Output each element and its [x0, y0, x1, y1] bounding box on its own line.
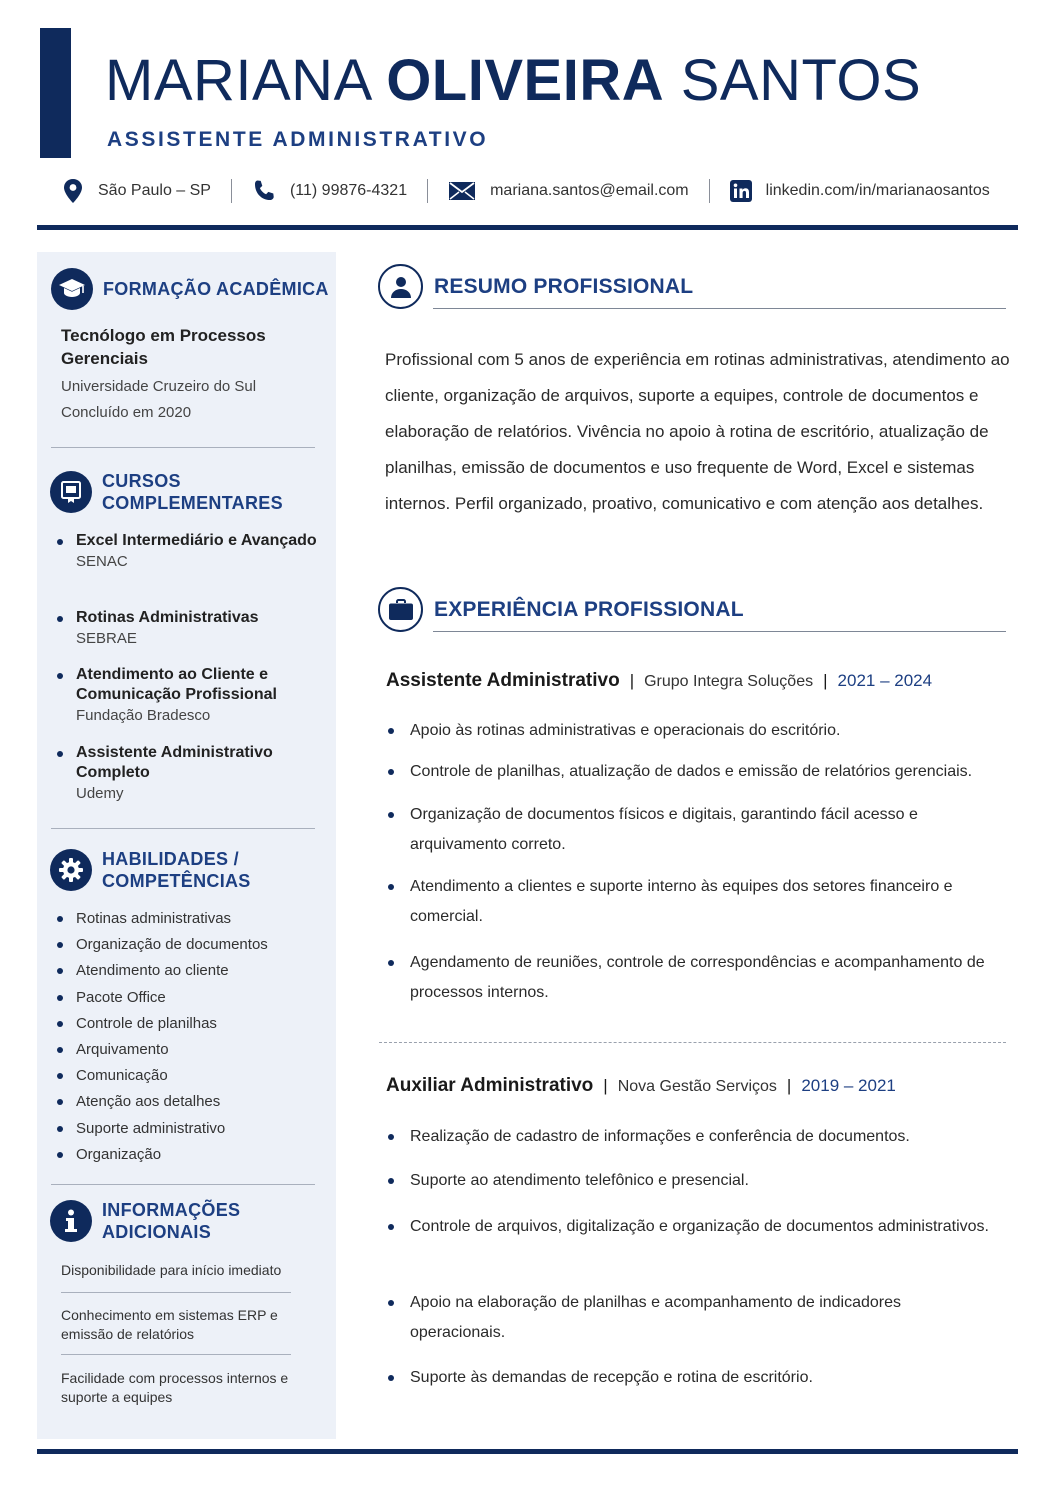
- envelope-icon: [448, 181, 476, 201]
- candidate-name: [105, 48, 922, 113]
- contact-separator: [231, 179, 232, 203]
- job-bullet: Suporte ao atendimento telefônico e presencial.: [386, 1166, 996, 1196]
- additional-divider: [61, 1292, 291, 1293]
- certificate-icon: [50, 471, 92, 513]
- job-separator: |: [823, 671, 828, 690]
- job-header: [386, 1075, 896, 1097]
- job-bullet: Apoio às rotinas administrativas e operacionais do escritório.: [386, 716, 996, 746]
- job-bullet: Realização de cadastro de informações e conferência de documentos.: [386, 1122, 996, 1152]
- education-institution: Universidade Cruzeiro do Sul: [61, 378, 257, 395]
- skill-item: Organização: [57, 1144, 268, 1170]
- experience-heading: [378, 587, 744, 632]
- experience-title: EXPERIÊNCIA PROFISSIONAL: [434, 597, 744, 621]
- course-provider: Fundação Bradesco: [76, 707, 211, 724]
- courses-title: [102, 470, 283, 514]
- course-provider: SENAC: [76, 553, 128, 570]
- skill-item: Organização de documentos: [57, 934, 268, 960]
- sidebar-divider: [51, 828, 315, 829]
- skill-item: Arquivamento: [57, 1039, 268, 1065]
- contact-phone: [252, 179, 407, 203]
- job-bullet: Controle de arquivos, digitalização e organização de documentos administrativos.: [386, 1212, 996, 1242]
- job-bullet: Organização de documentos físicos e digitais, garantindo fácil acesso e arquivamento correto.: [386, 800, 996, 860]
- job-separator: |: [629, 671, 635, 690]
- job-title: ASSISTENTE ADMINISTRATIVO: [107, 128, 489, 151]
- skills-title: [102, 848, 251, 892]
- sidebar: [37, 252, 336, 1439]
- skill-item: Pacote Office: [57, 987, 268, 1013]
- summary-title: RESUMO PROFISSIONAL: [434, 274, 694, 298]
- contact-separator: [427, 179, 428, 203]
- name-first: MARIANA: [105, 48, 370, 113]
- info-icon: [50, 1200, 92, 1242]
- additional-title-line1: INFORMAÇÕES: [102, 1200, 241, 1220]
- job-bullet: Suporte às demandas de recepção e rotina de escritório.: [386, 1363, 996, 1393]
- skills-heading: [50, 848, 251, 892]
- email-link[interactable]: mariana.santos@email.com: [490, 182, 689, 199]
- summary-underline: [433, 308, 1006, 309]
- additional-title: [102, 1199, 240, 1243]
- skills-title-line1: HABILIDADES /: [102, 849, 239, 869]
- course-title: Assistente Administrativo Completo: [57, 743, 317, 783]
- course-title: Rotinas Administrativas: [57, 608, 317, 628]
- job-bullet: Agendamento de reuniões, controle de correspondências e acompanhamento de processos internos.: [386, 948, 996, 1008]
- additional-title-line2: ADICIONAIS: [102, 1222, 212, 1242]
- education-heading: [51, 268, 329, 310]
- location-text: São Paulo – SP: [98, 182, 211, 199]
- education-degree: Tecnólogo em Processos Gerenciais: [61, 326, 266, 368]
- linkedin-link[interactable]: linkedin.com/in/marianaosantos: [765, 182, 990, 199]
- skills-title-line2: COMPETÊNCIAS: [102, 871, 251, 891]
- job-separator: |: [786, 1076, 792, 1095]
- gear-icon: [50, 849, 92, 891]
- summary-heading: [378, 264, 693, 309]
- job-role: Assistente Administrativo: [386, 670, 620, 691]
- contact-bar: [62, 176, 1022, 206]
- course-title: Atendimento ao Cliente e Comunicação Profissional: [57, 665, 317, 705]
- job-header: [386, 670, 932, 692]
- additional-divider: [61, 1354, 291, 1355]
- course-title: Excel Intermediário e Avançado: [57, 531, 317, 551]
- footer-divider: [37, 1449, 1018, 1454]
- job-period: 2019 – 2021: [801, 1076, 896, 1095]
- sidebar-divider: [51, 1184, 315, 1185]
- job-bullet: Apoio na elaboração de planilhas e acompanhamento de indicadores operacionais.: [386, 1288, 996, 1348]
- course-provider: Udemy: [76, 785, 124, 802]
- contact-linkedin[interactable]: [730, 180, 990, 202]
- location-pin-icon: [62, 178, 84, 204]
- skill-item: Suporte administrativo: [57, 1118, 268, 1144]
- additional-heading: [50, 1199, 240, 1243]
- skill-item: Atenção aos detalhes: [57, 1091, 268, 1117]
- briefcase-icon: [378, 587, 423, 632]
- experience-underline: [433, 631, 1006, 632]
- linkedin-icon: [730, 180, 752, 202]
- skill-item: Comunicação: [57, 1065, 268, 1091]
- courses-title-line2: COMPLEMENTARES: [102, 493, 283, 513]
- sidebar-divider: [51, 447, 315, 448]
- skills-list: [57, 908, 268, 1170]
- additional-info-item: Facilidade com processos internos e suporte a equipes: [61, 1370, 289, 1405]
- name-last: SANTOS: [680, 48, 922, 113]
- course-item: [57, 531, 317, 573]
- phone-icon: [252, 179, 276, 203]
- course-provider: SEBRAE: [76, 630, 137, 647]
- course-item: [57, 665, 317, 727]
- job-separator: |: [603, 1076, 608, 1095]
- course-item: [57, 743, 317, 805]
- job-company: Grupo Integra Soluções: [644, 673, 814, 690]
- contact-location: [62, 178, 211, 204]
- job-company: Nova Gestão Serviços: [617, 1078, 777, 1095]
- courses-title-line1: CURSOS: [102, 471, 181, 491]
- job-period: 2021 – 2024: [837, 671, 933, 690]
- name-middle: OLIVEIRA: [386, 48, 665, 113]
- contact-separator: [709, 179, 710, 203]
- job-bullet: Atendimento a clientes e suporte interno às equipes dos setores financeiro e comercial.: [386, 872, 996, 932]
- courses-heading: [50, 470, 283, 514]
- person-icon: [378, 264, 423, 309]
- header-accent-bar: [40, 28, 71, 158]
- graduation-cap-icon: [51, 268, 93, 310]
- contact-email[interactable]: [448, 181, 689, 201]
- phone-text: (11) 99876-4321: [289, 182, 408, 199]
- education-completed: Concluído em 2020: [61, 404, 192, 421]
- summary-text: Profissional com 5 anos de experiência em rotinas administrativas, atendimento ao cliente, organização de arquivos, suporte a equipes, controle de documentos e elaboração de relatórios. Vivência no apoio à rotina de escritório, atualização de planilhas, emissão de documentos e uso frequente de Word, Excel e sistemas internos. Perfil organizado, proativo, comunicativo e com atenção aos detalhes.: [385, 350, 1010, 513]
- job-divider: [379, 1042, 1006, 1043]
- additional-info-item: Disponibilidade para início imediato: [61, 1262, 282, 1278]
- skill-item: Controle de planilhas: [57, 1013, 268, 1039]
- education-title: FORMAÇÃO ACADÊMICA: [103, 279, 329, 299]
- course-item: [57, 608, 317, 650]
- additional-info-item: Conhecimento em sistemas ERP e emissão de relatórios: [61, 1307, 278, 1342]
- job-role: Auxiliar Administrativo: [386, 1075, 594, 1096]
- skill-item: Atendimento ao cliente: [57, 960, 268, 986]
- header-divider: [37, 225, 1018, 230]
- skill-item: Rotinas administrativas: [57, 908, 268, 934]
- job-bullet: Controle de planilhas, atualização de dados e emissão de relatórios gerenciais.: [386, 757, 996, 787]
